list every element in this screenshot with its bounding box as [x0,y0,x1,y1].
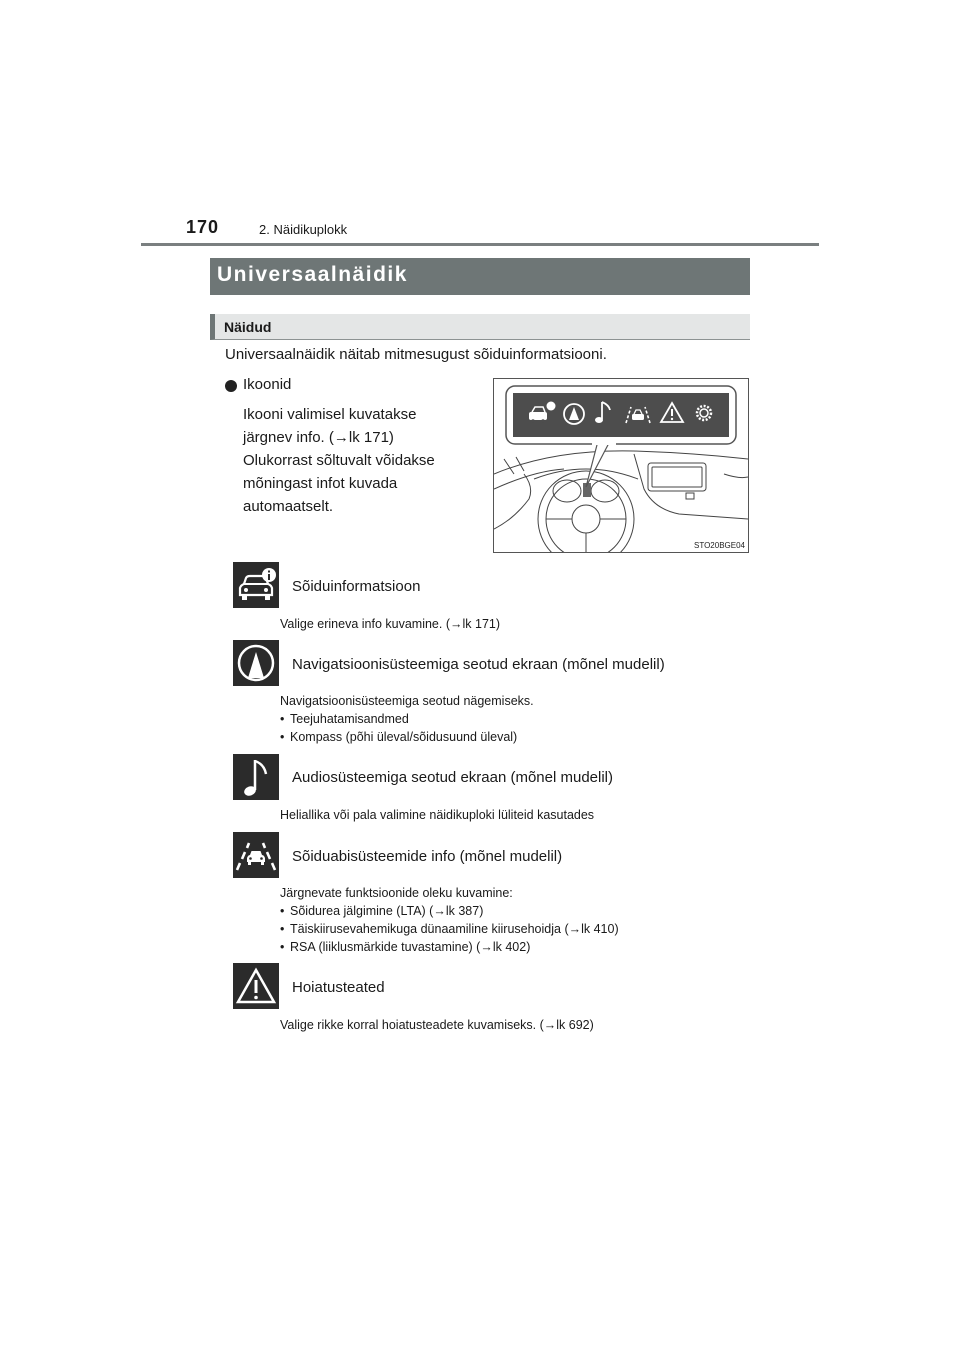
music-note-icon [233,754,279,800]
item-title: Audiosüsteemiga seotud ekraan (mõnel mudelil) [292,769,614,786]
car-info-icon [233,562,279,608]
page-number: 170 [186,217,220,237]
bullet-line: mõningast infot kuvada [243,475,398,492]
bullet-line: järgnev info. (→lk 171) [243,429,394,446]
bullet-line: Ikooni valimisel kuvatakse [243,406,417,423]
bullet-line: automaatselt. [243,498,334,515]
driving-assist-icon [233,832,279,878]
item-description [280,884,619,956]
item-title: Hoiatusteated [292,979,385,996]
dashboard-figure [493,378,749,553]
bullet-text [243,403,479,518]
list-item: • Teejuhatamisandmed [280,710,534,728]
item-description [280,692,534,746]
list-item: • Täiskiirusevahemikuga dünaamiline kiirusehoidja (→lk 410) [280,920,619,938]
item-description [280,806,594,824]
item-title: Sõiduinformatsioon [292,578,421,595]
list-item: • RSA (liiklusmärkide tuvastamine) (→lk 402) [280,938,619,956]
intro-text: Universaalnäidik näitab mitmesugust sõiduinformatsiooni. [225,346,607,363]
figure-code: STO20BGE04 [694,541,745,550]
item-description [280,1016,594,1034]
item-description [280,615,500,633]
description-line: Valige rikke korral hoiatusteadete kuvamiseks. (→lk 692) [280,1018,594,1032]
dashboard-illustration [494,379,748,552]
bullet-line: Olukorrast sõltuvalt võidakse [243,452,435,469]
section-title: Universaalnäidik [210,258,750,295]
bullet-dot-icon [225,380,237,392]
description-line: Järgnevate funktsioonide oleku kuvamine: [280,886,513,900]
bullet-heading: Ikoonid [243,376,292,393]
header-divider [141,243,819,246]
navigation-icon [233,640,279,686]
section-subtitle: Näidud [210,314,750,340]
description-line: Heliallika või pala valimine näidikuploki lüliteid kasutades [280,808,595,822]
chapter-title: 2. Näidikuplokk [259,222,348,237]
item-title: Navigatsioonisüsteemiga seotud ekraan (mõnel mudelil) [292,656,665,673]
warning-icon [233,963,279,1009]
description-line: Navigatsioonisüsteemiga seotud nägemiseks. [280,694,534,708]
description-line: Valige erineva info kuvamine. (→lk 171) [280,617,501,631]
list-item: • Sõidurea jälgimine (LTA) (→lk 387) [280,902,619,920]
item-title: Sõiduabisüsteemide info (mõnel mudelil) [292,848,563,865]
list-item: • Kompass (põhi üleval/sõidusuund üleval) [280,728,534,746]
